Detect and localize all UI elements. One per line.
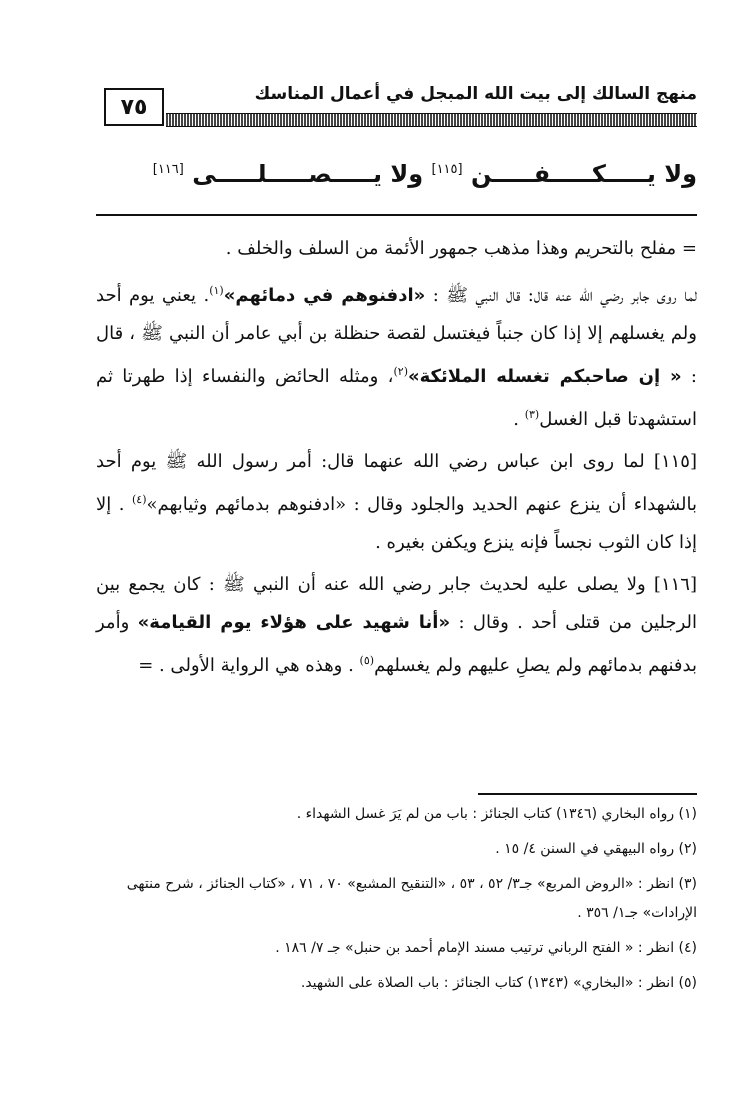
header-ornament-rule [166, 113, 697, 127]
footnote-5: (٥) انظر : «البخاري» (١٣٤٣) كتاب الجنائز : باب الصلاة على الشهيد. [300, 975, 697, 991]
page-number: ٧٥ [104, 88, 164, 126]
commentary-body [96, 230, 697, 689]
p2-text-a: [١١٥] لما روى ابن عباس رضي الله عنهما قال: أمر رسول الله ﷺ يوم أحد بالشهداء أن ينزع عنهم الحديد والجلود وقال : «ادفنوهم بدمائهم وثيابهم» [96, 451, 697, 515]
p1-text-c: . يعني يوم أحد ولم يغسلهم إلا إذا كان جنباً فيغتسل لقصة حنظلة بن أبي عامر أن النبي ﷺ ، قال : [96, 285, 697, 387]
footnote-divider [478, 793, 697, 795]
paragraph-1 [96, 272, 697, 439]
footnote-ref-2: (٢) [393, 365, 409, 378]
p3-text-d: . وهذه هي الرواية الأولى . = [138, 655, 360, 676]
paragraph-continuation: = مفلح بالتحريم وهذا مذهب جمهور الأئمة من السلف والخلف . [225, 238, 697, 259]
footnote-4: (٤) انظر : « الفتح الرباني ترتيب مسند الإمام أحمد بن حنبل» جـ ٧/ ١٨٦ . [275, 940, 697, 956]
footnote-ref-5: (٥) [359, 654, 375, 667]
footnote-2: (٢) رواه البيهقي في السنن ٤/ ١٥ . [495, 841, 697, 857]
matn-text-1: ولا يـــــكـــــفـــــن [470, 160, 697, 188]
p3-text-c: وأمر بدفنهم بدمائهم ولم يصلِ عليهم ولم يغسلهم [96, 612, 697, 676]
matn-ref-115: [١١٥] [431, 162, 463, 177]
p1-text-a: لما روى جابر رضي الله عنه قال: قال النبي ﷺ : [425, 285, 698, 306]
paragraph-116 [96, 566, 697, 685]
p1-hadith-1: «ادفنوهم في دمائهم» [223, 285, 426, 306]
matn-line [96, 160, 697, 188]
p3-hadith: «أنا شهيد على هؤلاء يوم القيامة» [137, 612, 451, 633]
matn-ref-116: [١١٦] [152, 162, 184, 177]
p2-text-b: . إلا إذا كان الثوب نجساً فإنه ينزع ويكفن بغيره . [96, 494, 697, 553]
p3-text-a: [١١٦] ولا يصلى عليه لحديث جابر رضي الله عنه أن النبي ﷺ : كان يجمع بين الرجلين من قتلى أحد . وقال : [96, 574, 697, 633]
p1-text-f: . [513, 409, 525, 430]
footnote-ref-3: (٣) [524, 408, 540, 421]
paragraph-115 [96, 443, 697, 562]
matn-text-2: ولا يـــــصـــــلـــــى [192, 160, 424, 188]
p1-hadith-2: « إن صاحبكم تغسله الملائكة» [408, 366, 682, 387]
footnote-ref-1: (١) [209, 284, 224, 297]
footnotes [96, 800, 697, 1004]
matn-divider [96, 214, 697, 216]
footnote-3: (٣) انظر : «الروض المربع» جـ٣/ ٥٢ ، ٥٣ ، «التنقيح المشبع» ٧٠ ، ٧١ ، «كتاب الجنائز ، شرح منتهى الإرادات» جـ١/ ٣٥٦ . [126, 876, 697, 921]
p1-text-e: ، ومثله الحائض والنفساء إذا طهرتا ثم استشهدتا قبل الغسل [96, 366, 697, 430]
footnote-ref-4: (٤) [131, 493, 147, 506]
running-header-title: منهج السالك إلى بيت الله المبجل في أعمال المناسك [254, 84, 697, 104]
footnote-1: (١) رواه البخاري (١٣٤٦) كتاب الجنائز : باب من لم يَرَ غسل الشهداء . [296, 806, 697, 822]
